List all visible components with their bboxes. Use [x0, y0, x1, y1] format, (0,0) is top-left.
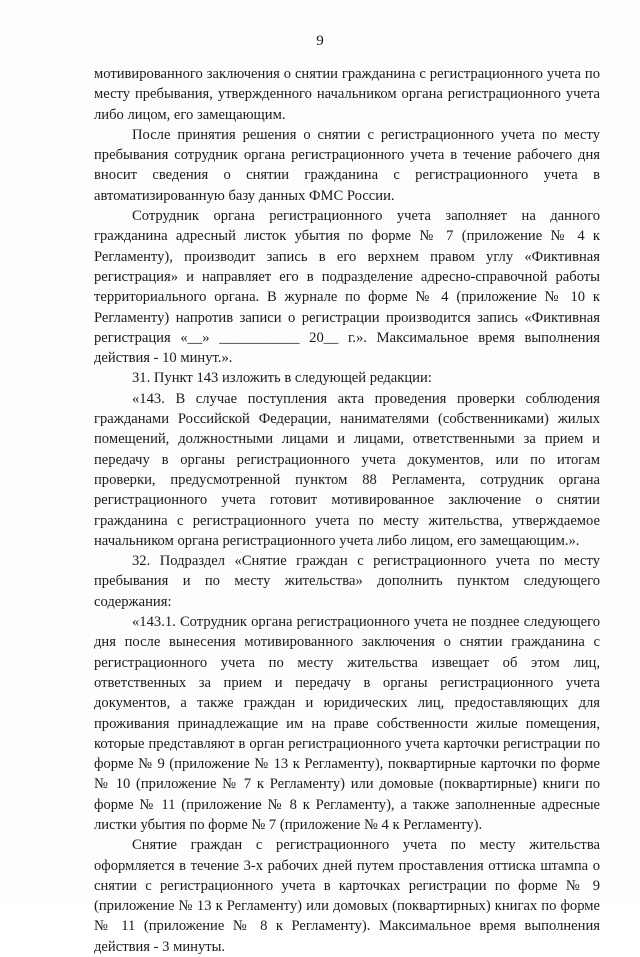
document-body: [94, 64, 600, 957]
paragraph-decision-entry: После принятия решения о снятии с регистрационного учета по месту пребывания сотрудник органа регистрационного учета в течение рабочего дня вносит сведения о снятии гражданина с регистрационного учета в автоматизированную базу данных ФМС России.: [94, 126, 600, 204]
page-number: 9: [316, 33, 324, 49]
paragraph-item-31: 31. Пункт 143 изложить в следующей редакции:: [132, 370, 432, 387]
paragraph-clause-143: «143. В случае поступления акта проведения проверки соблюдения гражданами Российской Федерации, нанимателями (собственниками) жилых помещений, должностными лицами и лицами, ответственными за прием и передачу в органы регистрационного учета документов, или по итогам проверки, предусмотренной пунктом 88 Регламента, сотрудник органа регистрационного учета готовит мотивированное заключение о снятии гражданина с регистрационного учета по месту жительства, утверждаемое начальником органа регистрационного учета либо лицом, его замещающим.».: [94, 390, 600, 549]
paragraph-clause-143-1: «143.1. Сотрудник органа регистрационного учета не позднее следующего дня после вынесения мотивированного заключения о снятии гражданина с регистрационного учета по месту жительства извещает об этом лиц, ответственных за прием и передачу в органы регистрационного учета документов, а также граждан и юридических лиц, предоставляющих для проживания принадлежащие им на праве собственности жилые помещения, которые представляют в орган регистрационного учета карточки регистрации по форме № 9 (приложение № 13 к Регламенту), поквартирные карточки по форме № 10 (приложение № 7 к Регламенту) или домовые (поквартирные) книги по форме № 11 (приложение № 8 к Регламенту), а также заполненные адресные листки убытия по форме № 7 (приложение № 4 к Регламенту).: [94, 614, 600, 833]
paragraph-departure-form: Сотрудник органа регистрационного учета заполняет на данного гражданина адресный листок убытия по форме № 7 (приложение № 4 к Регламенту), производит запись в его верхнем правом углу «Фиктивная регистрация» и направляет его в подразделение адресно-справочной работы территориального органа. В журнале по форме № 4 (приложение № 10 к Регламенту) напротив записи о регистрации производится запись «Фиктивная регистрация «__» ___________ 20__ г.». Максимальное время выполнения действия - 10 минут.».: [94, 208, 600, 367]
paragraph-continuation: мотивированного заключения о снятии гражданина с регистрационного учета по месту пребывания, утвержденного начальником органа регистрационного учета либо лицом, его замещающим.: [94, 66, 600, 123]
paragraph-item-32: 32. Подраздел «Снятие граждан с регистрационного учета по месту пребывания и по месту жительства» дополнить пунктом следующего содержания:: [94, 553, 600, 610]
paragraph-removal-stamp: Снятие граждан с регистрационного учета по месту жительства оформляется в течение 3-х рабочих дней путем проставления оттиска штампа о снятии с регистрационного учета в карточках регистрации по форме № 9 (приложение № 13 к Регламенту) или домовых (поквартирных) книгах по форме № 11 (приложение № 8 к Регламенту). Максимальное время выполнения действия - 3 минуты.: [94, 837, 600, 955]
